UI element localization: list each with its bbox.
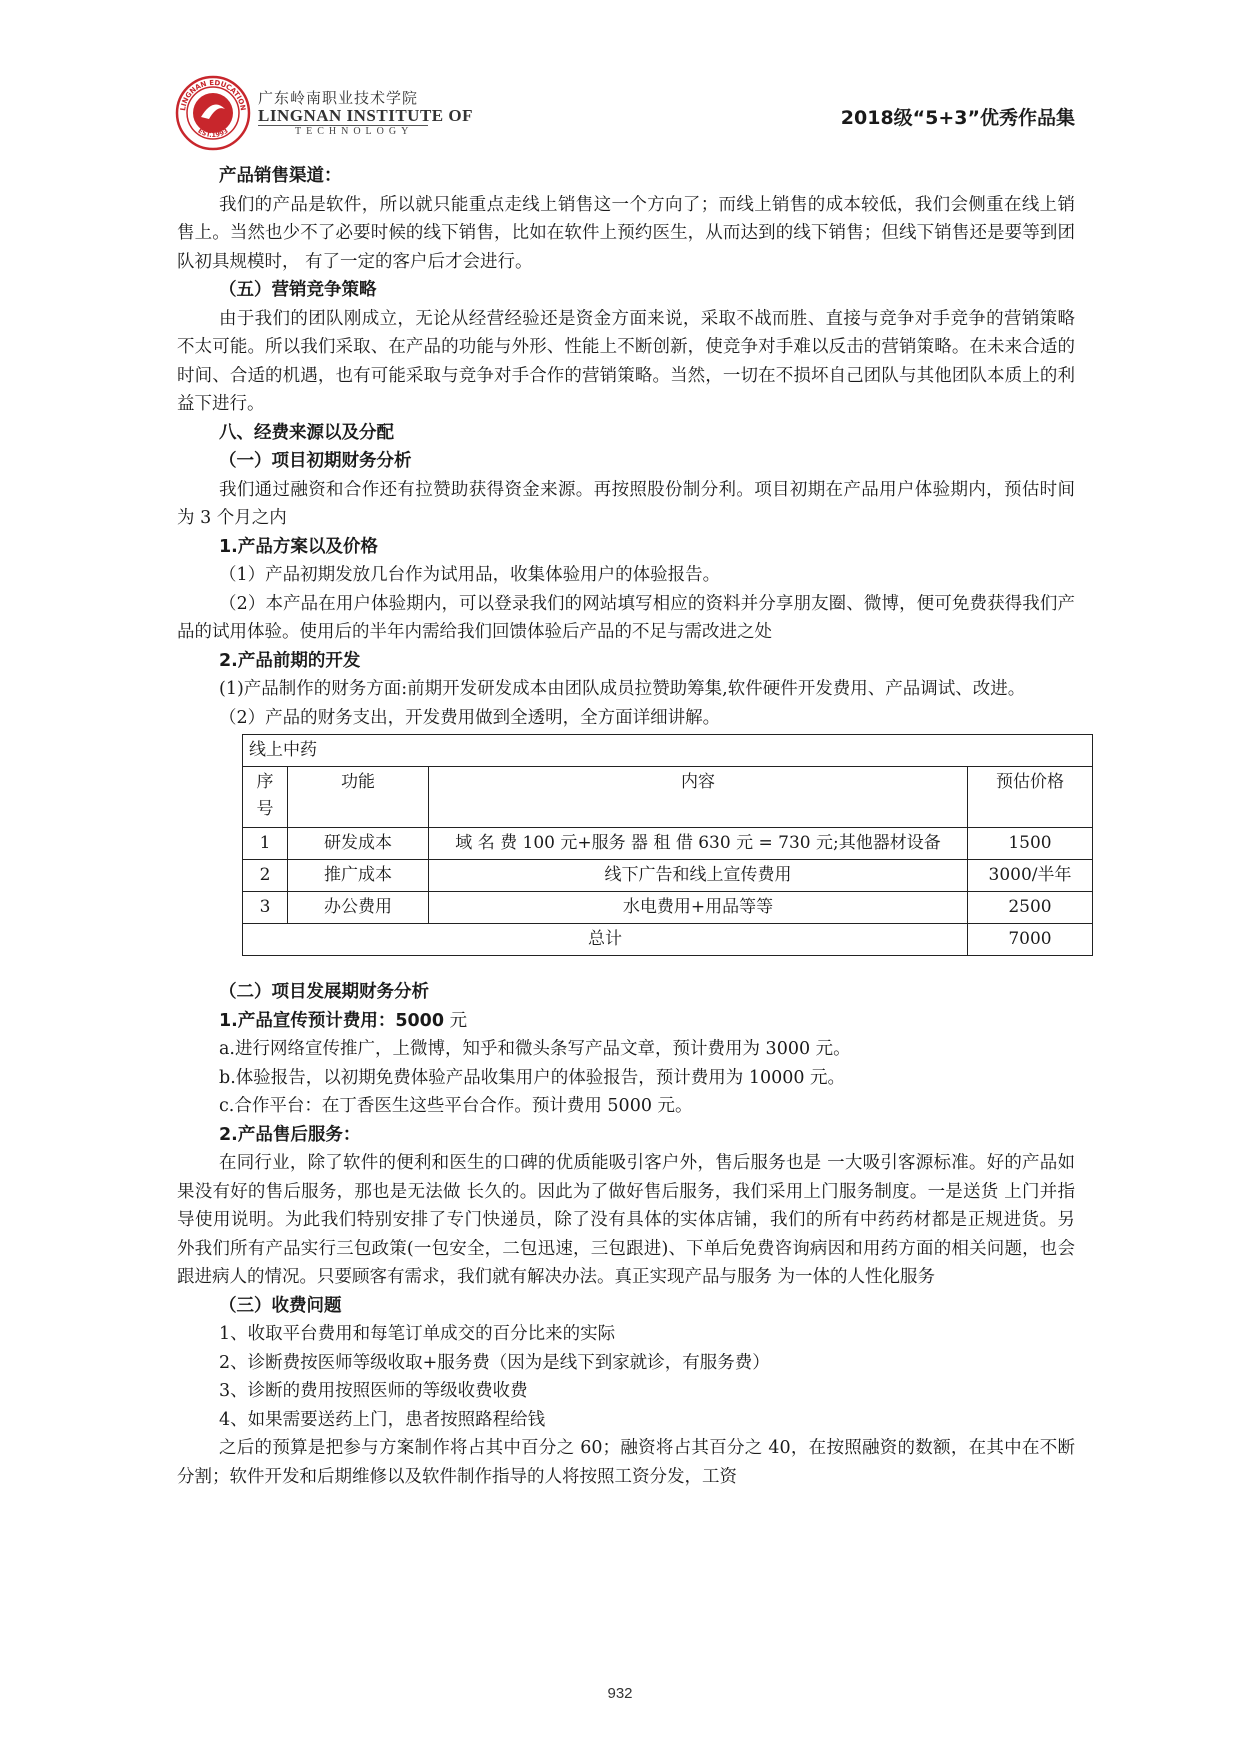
section-heading: （二）项目发展期财务分析: [219, 982, 429, 1002]
section-heading: 1.产品方案以及价格: [219, 536, 378, 557]
table-caption: 线上中药: [243, 735, 1093, 767]
header-function: 功能: [288, 767, 429, 828]
paragraph: （2）产品的财务支出，开发费用做到全透明，全方面详细讲解。: [219, 707, 721, 728]
paragraph: 由于我们的团队刚成立，无论从经营经验还是资金方面来说，采取不战而胜、直接与竞争对手竞争的营销策略不太可能。所以我们采取、在产品的功能与外形、性能上不断创新，使竞争对手难以反击的营销策略。在未来合适的时间、合适的机遇，也有可能采取与竞争对手合作的营销策略。当然，一切在不损坏自己团队与其他团队本质上的利益下进行。: [177, 308, 1075, 414]
list-item: 3、诊断的费用按照医师的等级收费收费: [219, 1381, 528, 1401]
paragraph: （2）本产品在用户体验期内，可以登录我们的网站填写相应的资料并分享朋友圈、微博，便可免费获得我们产品的试用体验。使用后的半年内需给我们回馈体验后产品的不足与需改进之处: [177, 593, 1075, 642]
school-name-en: LINGNAN INSTITUTE OF: [258, 106, 473, 125]
finance-table: [242, 734, 1093, 956]
paragraph: （1）产品初期发放几台作为试用品，收集体验用户的体验报告。: [219, 565, 721, 585]
document-body: [177, 162, 1075, 1491]
section-heading: 产品销售渠道：: [219, 166, 342, 186]
cell-no: 1: [243, 828, 288, 860]
section-heading: 2.产品前期的开发: [219, 650, 361, 671]
cell-no: 3: [243, 892, 288, 924]
cell-function: 研发成本: [288, 828, 429, 860]
table-row: [243, 828, 1093, 860]
promo-unit: 元: [449, 1010, 468, 1031]
total-label: 总计: [243, 924, 968, 956]
table-total-row: [243, 924, 1093, 956]
collection-title: 2018级“5+3”优秀作品集: [840, 107, 1075, 129]
list-item: 4、如果需要送药上门，患者按照路程给钱: [219, 1409, 546, 1430]
school-name-cn: 广东岭南职业技术学院: [258, 89, 419, 107]
section-heading: （三）收费问题: [219, 1295, 342, 1316]
table-caption-row: [243, 735, 1093, 767]
section-heading: 1.产品宣传预计费用：5000: [219, 1010, 445, 1031]
svg-text:LINGNAN EDUCATION: LINGNAN EDUCATION: [179, 78, 247, 112]
cell-price: 2500: [968, 892, 1093, 924]
page-number: 932: [607, 1685, 633, 1702]
section-heading: 八、经费来源以及分配: [219, 422, 394, 443]
paragraph: 之后的预算是把参与方案制作将占其中百分之 60；融资将占其百分之 40，在按照融资的数额，在其中在不断分割；软件开发和后期维修以及软件制作指导的人将按照工资分发，工资: [177, 1438, 1075, 1487]
promo-heading-line: [177, 1007, 1075, 1036]
cell-content: 线下广告和线上宣传费用: [429, 860, 968, 892]
header-price: 预估价格: [968, 767, 1093, 828]
table-row: [243, 860, 1093, 892]
paragraph: (1)产品制作的财务方面:前期开发研发成本由团队成员拉赞助筹集,软件硬件开发费用、产品调试、改进。: [219, 679, 1026, 699]
list-item: 2、诊断费按医师等级收取+服务费（因为是线下到家就诊，有服务费）: [219, 1352, 770, 1373]
header-no: 序号: [243, 767, 288, 828]
paragraph: c.合作平台：在丁香医生这些平台合作。预计费用 5000 元。: [219, 1096, 693, 1116]
school-name-en-line2: TECHNOLOGY: [295, 126, 414, 137]
paragraph: 在同行业，除了软件的便利和医生的口碑的优质能吸引客户外，售后服务也是 一大吸引客源标准。好的产品如果没有好的售后服务，那也是无法做 长久的。因此为了做好售后服务，我们采用上门服务制度。一是送货 上门并指导使用说明。为此我们特别安排了专门快递员，除了没有具体的实体店铺，我们的所有中药药材都是正规进货。另 外我们所有产品实行三包政策(一包安全，二包迅速，三包跟进)、下单后免费咨询病因和用药方面的相关问题，也会跟进病人的情况。只要顾客有需求，我们就有解决办法。真正实现产品与服务 为一体的人性化服务: [177, 1153, 1075, 1287]
svg-text:EST.1993: EST.1993: [196, 126, 230, 140]
cell-function: 办公费用: [288, 892, 429, 924]
page-header: [0, 0, 1240, 140]
school-logo-icon: [175, 75, 251, 151]
section-heading: （五）营销竞争策略: [219, 280, 377, 300]
paragraph: a.进行网络宣传推广，上微博，知乎和微头条写产品文章，预计费用为 3000 元。: [219, 1039, 851, 1059]
cell-function: 推广成本: [288, 860, 429, 892]
paragraph: 我们的产品是软件，所以就只能重点走线上销售这一个方向了；而线上销售的成本较低，我们会侧重在线上销售上。当然也少不了必要时候的线下销售，比如在软件上预约医生，从而达到的线下销售；但线下销售还是要等到团队初具规模时， 有了一定的客户后才会进行。: [177, 194, 1075, 272]
total-value: 7000: [968, 924, 1093, 956]
cell-content: 域 名 费 100 元+服务 器 租 借 630 元 = 730 元;其他器材设备: [429, 828, 968, 860]
section-heading: 2.产品售后服务：: [219, 1124, 361, 1145]
cell-content: 水电费用+用品等等: [429, 892, 968, 924]
cell-price: 3000/半年: [968, 860, 1093, 892]
header-content: 内容: [429, 767, 968, 828]
table-header-row: [243, 767, 1093, 828]
list-item: 1、收取平台费用和每笔订单成交的百分比来的实际: [219, 1324, 616, 1344]
cell-no: 2: [243, 860, 288, 892]
section-heading: （一）项目初期财务分析: [219, 451, 412, 471]
paragraph: 我们通过融资和合作还有拉赞助获得资金来源。再按照股份制分利。项目初期在产品用户体验期内，预估时间为 3 个月之内: [177, 479, 1075, 528]
cell-price: 1500: [968, 828, 1093, 860]
table-row: [243, 892, 1093, 924]
paragraph: b.体验报告，以初期免费体验产品收集用户的体验报告，预计费用为 10000 元。: [219, 1067, 846, 1088]
